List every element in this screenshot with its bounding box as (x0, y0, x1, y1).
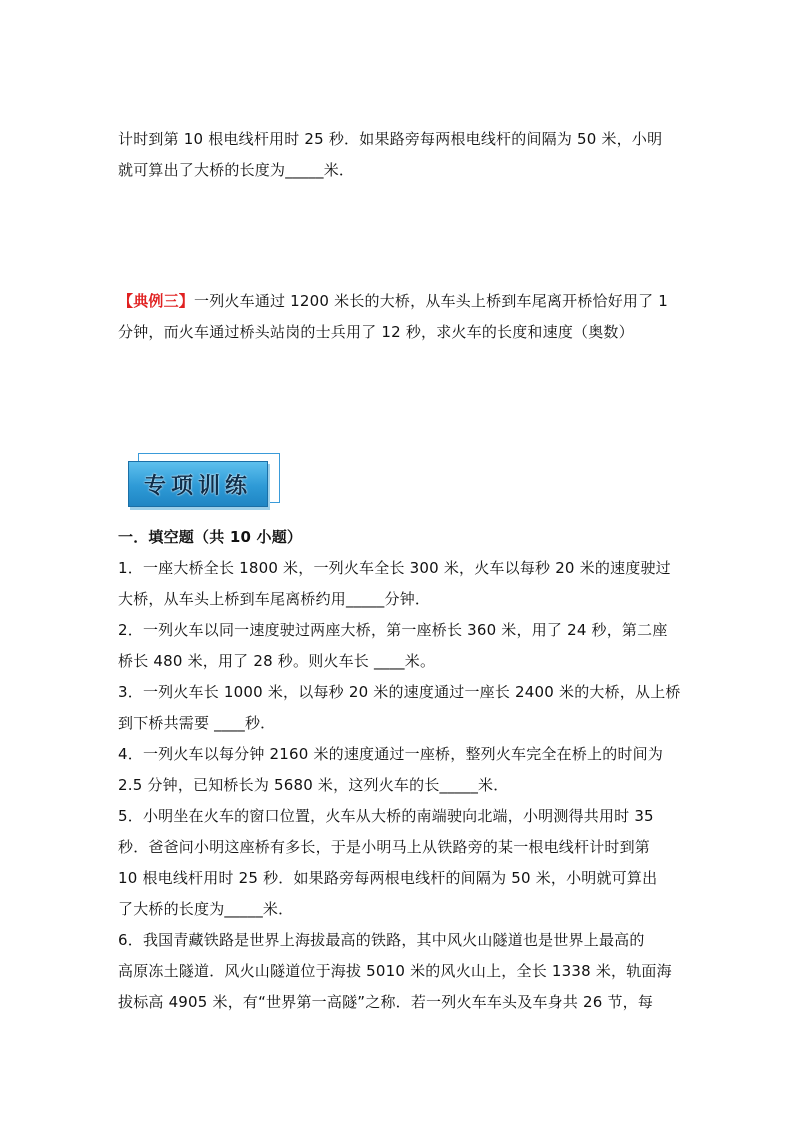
text-line: 6．我国青藏铁路是世界上海拔最高的铁路，其中风火山隧道也是世界上最高的 (118, 931, 645, 949)
continued-paragraph (118, 124, 678, 186)
banner-title: 专项训练 (143, 473, 252, 499)
text-line: 就可算出了大桥的长度为_____米． (118, 161, 355, 179)
text-line: 大桥，从车头上桥到车尾离桥约用_____分钟． (118, 590, 431, 608)
text-line: 到下桥共需要 ____秒． (118, 714, 276, 732)
text-line: 秒．爸爸问小明这座桥有多长，于是小明马上从铁路旁的某一根电线杆计时到第 (118, 838, 651, 856)
question-3 (118, 677, 681, 739)
text-line: 高原冻土隧道．风火山隧道位于海拔 5010 米的风火山上，全长 1338 米，轨面海 (118, 962, 672, 980)
text-line: 4．一列火车以每分钟 2160 米的速度通过一座桥，整列火车完全在桥上的时间为 (118, 745, 664, 763)
question-4 (118, 739, 678, 801)
text-line: 10 根电线杆用时 25 秒．如果路旁每两根电线杆的间隔为 50 米，小明就可算出 (118, 869, 658, 887)
example-line-1 (118, 286, 678, 317)
section-heading-text: 一．填空题（共 10 小题） (118, 528, 303, 546)
text-line: 2．一列火车以同一速度驶过两座大桥，第一座桥长 360 米，用了 24 秒，第二座 (118, 621, 668, 639)
text-line: 计时到第 10 根电线杆用时 25 秒．如果路旁每两根电线杆的间隔为 50 米，小明 (118, 130, 663, 148)
text-line: 了大桥的长度为_____米． (118, 900, 294, 918)
section-heading (118, 522, 678, 553)
example-tag: 【典例三】 (118, 292, 195, 310)
question-2 (118, 615, 678, 677)
text-line: 3．一列火车长 1000 米，以每秒 20 米的速度通过一座长 2400 米的大桥，从上桥 (118, 683, 681, 701)
text-line: 拔标高 4905 米，有“世界第一高隧”之称．若一列火车车头及车身共 26 节，每 (118, 993, 654, 1011)
banner-plate (128, 461, 268, 507)
example-text: 一列火车通过 1200 米长的大桥，从车头上桥到车尾离开桥恰好用了 1 (194, 292, 669, 310)
example-three (118, 286, 678, 348)
question-5 (118, 801, 678, 925)
text-line: 5．小明坐在火车的窗口位置，火车从大桥的南端驶向北端，小明测得共用时 35 (118, 807, 654, 825)
question-6 (118, 925, 678, 1018)
text-line: 2.5 分钟，已知桥长为 5680 米，这列火车的长_____米． (118, 776, 509, 794)
text-line: 桥长 480 米，用了 28 秒。则火车长 ____米。 (118, 652, 436, 670)
example-line-2: 分钟，而火车通过桥头站岗的士兵用了 12 秒，求火车的长度和速度（奥数） (118, 323, 634, 341)
section-banner (126, 453, 280, 510)
text-line: 1．一座大桥全长 1800 米，一列火车全长 300 米，火车以每秒 20 米的速度驶过 (118, 559, 671, 577)
question-1 (118, 553, 678, 615)
